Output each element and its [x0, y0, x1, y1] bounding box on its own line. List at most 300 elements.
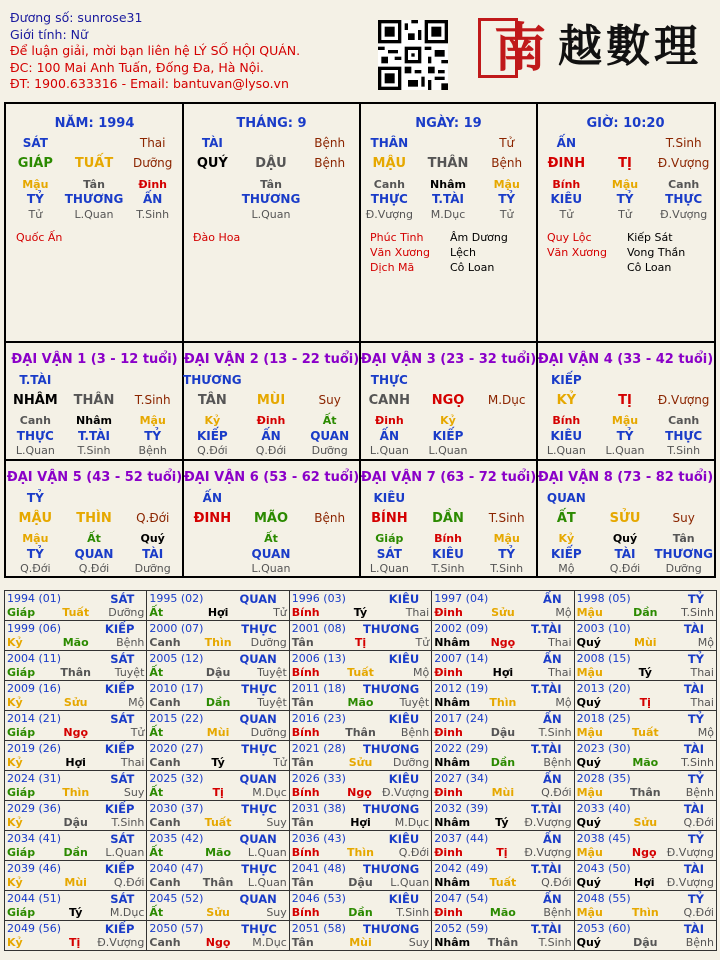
dai-van-hidden-god-row	[183, 429, 359, 443]
year-stem-branch: Tân	[291, 876, 314, 889]
year-cell	[432, 921, 574, 951]
year-detail	[434, 636, 571, 649]
year-cell	[147, 591, 289, 621]
dai-van-stem-branch-cell: MÃO	[253, 511, 289, 526]
year-phase: Bệnh	[685, 786, 714, 799]
year-detail	[149, 606, 286, 619]
dai-van-hidden-cell: Canh	[19, 414, 51, 427]
year-phase: Thai	[690, 666, 714, 679]
year-phase: Dưỡng	[393, 756, 430, 769]
year-god: SÁT	[110, 652, 135, 666]
pillar-hidden-cell: Tân	[260, 178, 282, 191]
dai-van-god-row	[183, 491, 359, 505]
dai-van-stem-branch-row	[537, 511, 713, 526]
year-phase: Tuyệt	[399, 696, 430, 709]
pillar-hidden-god-row	[183, 192, 359, 206]
year-stem-branch: Kỷ	[7, 756, 23, 769]
year-stem-branch: Kỷ	[7, 816, 23, 829]
year-god: KIẾP	[104, 622, 135, 636]
stars-left	[547, 230, 607, 260]
pillar-stem-branch-cell: THÂN	[427, 156, 469, 171]
year-phase: Bệnh	[116, 636, 145, 649]
year-label: 2023 (30)	[576, 742, 631, 755]
pillar-stem-branch-cell: MẬU	[372, 156, 407, 171]
year-detail	[149, 696, 286, 709]
year-phase: Thai	[548, 666, 572, 679]
dai-van-hidden-cell: Kỷ	[440, 414, 456, 427]
year-god: KIÊU	[388, 832, 420, 846]
year-phase: T.Sinh	[681, 756, 714, 769]
year-god: SÁT	[110, 832, 135, 846]
year-detail	[434, 906, 571, 919]
pillar-title: GIỜ: 10:20	[586, 116, 665, 131]
pillar-god-cell: THÂN	[370, 136, 409, 150]
year-stem-branch: Bính	[291, 726, 320, 739]
year-cell	[432, 741, 574, 771]
year-god: TÀI	[683, 742, 704, 756]
year-cell	[147, 891, 289, 921]
pillar-hidden-god-cell	[183, 192, 242, 206]
year-phase: Suy	[408, 936, 430, 949]
pillar-phase-row	[183, 208, 359, 221]
year-stem-branch: Dần	[633, 606, 658, 619]
year-label: 2017 (24)	[434, 712, 489, 725]
year-stem-branch: Nhâm	[434, 756, 471, 769]
year-phase: Q.Đới	[683, 906, 714, 919]
dai-van-phase-cell: L.Quan	[369, 444, 409, 457]
year-label: 1995 (02)	[149, 592, 204, 605]
year-stem-branch: Thân	[487, 936, 519, 949]
star-label: Văn Xương	[547, 246, 607, 259]
logo-text: 越數理	[558, 21, 702, 72]
year-cell	[147, 621, 289, 651]
dai-van-phase-row	[360, 444, 536, 457]
pillar-hidden-cell: Canh	[668, 178, 700, 191]
year-detail	[292, 726, 429, 739]
star-label: Kiếp Sát	[627, 231, 673, 244]
year-stem-branch: Đinh	[434, 846, 463, 859]
dai-van-hidden-cell: Tân	[672, 532, 695, 545]
pillar-stem-branch-cell: QUÝ	[196, 156, 228, 171]
year-stem-branch: Ất	[149, 786, 164, 799]
dai-van-stem-branch-row	[6, 511, 182, 526]
year-stem-branch: Giáp	[7, 846, 36, 859]
year-god: THỰC	[241, 682, 277, 696]
year-stem-branch: Tý	[211, 756, 225, 769]
year-stem-branch: Thìn	[62, 786, 90, 799]
pillar-phase-cell: Tử	[28, 208, 43, 221]
year-label: 2018 (25)	[576, 712, 631, 725]
year-cell	[432, 621, 574, 651]
year-stem-branch: Tuất	[204, 816, 232, 829]
year-cell	[432, 891, 574, 921]
year-stem-branch: Dần	[490, 756, 516, 769]
year-stem-branch: Mậu	[576, 726, 603, 739]
year-stem-branch: Sửu	[206, 906, 230, 919]
year-stem-branch: Ất	[149, 666, 164, 679]
year-stem-branch: Tuất	[489, 876, 517, 889]
year-detail	[292, 696, 429, 709]
year-god: TÀI	[683, 802, 704, 816]
year-god: ẤN	[543, 592, 562, 606]
pillar-hidden-god-row	[360, 192, 536, 206]
contact-line-3: ĐT: 1900.633316 - Email: bantuvan@lyso.vn	[10, 76, 289, 92]
pillar-hidden-god-cell: TỶ	[498, 192, 516, 206]
qr-code-icon[interactable]	[378, 20, 448, 90]
year-label: 2025 (32)	[149, 772, 204, 785]
dai-van-title: ĐẠI VẬN 3 (23 - 32 tuổi)	[360, 352, 537, 367]
year-stem-branch: Thân	[629, 786, 661, 799]
dai-van-stem-branch-cell: MẬU	[18, 511, 53, 526]
dai-van-phase-cell: Bệnh	[138, 444, 167, 457]
dai-van-god: THỰC	[370, 373, 408, 387]
pillar-hidden-row	[537, 178, 713, 191]
year-label: 2052 (59)	[434, 922, 489, 935]
dai-van-stem-branch-cell: Q.Đới	[136, 511, 170, 525]
year-cell	[290, 831, 432, 861]
year-stem-branch: Thìn	[347, 846, 374, 859]
pillar-hidden-god-cell: THƯƠNG	[241, 192, 301, 206]
year-god: KIẾP	[104, 742, 135, 756]
year-detail	[7, 846, 144, 859]
year-stem-branch: Mùi	[634, 636, 657, 649]
year-phase: Mộ	[555, 696, 572, 709]
dai-van-phase-cell: Q.Đới	[20, 562, 51, 575]
year-phase: T.Sinh	[538, 726, 572, 739]
pillar-phase-cell	[300, 208, 359, 221]
dai-van-phase-cell: Q.Đới	[255, 444, 287, 457]
stars-left	[370, 230, 430, 275]
year-phase: T.Sinh	[538, 936, 572, 949]
year-god: ẤN	[543, 892, 562, 906]
dai-van-phase-row	[360, 562, 536, 575]
year-cell	[432, 651, 574, 681]
year-phase: Suy	[266, 816, 287, 829]
year-detail	[292, 906, 429, 919]
dai-van-phase-cell: Dưỡng	[134, 562, 171, 575]
dai-van-god-row	[6, 373, 182, 387]
pillar-stem-branch-cell: ĐINH	[547, 156, 586, 171]
year-stem-branch: Dậu	[633, 936, 658, 949]
year-phase: Dưỡng	[108, 606, 145, 619]
year-label: 2045 (52)	[149, 892, 204, 905]
pillar-hidden-god-cell: TỶ	[616, 192, 634, 206]
year-stem-branch: Tuất	[62, 606, 90, 619]
dai-van-phase-cell: L.Quan	[428, 444, 468, 457]
year-stem-branch: Hợi	[350, 816, 371, 829]
year-detail	[7, 666, 144, 679]
year-detail	[7, 726, 144, 739]
year-phase: L.Quan	[390, 876, 430, 889]
year-stem-branch: Tân	[291, 696, 314, 709]
year-stem-branch: Tý	[69, 906, 83, 919]
year-detail	[149, 936, 286, 949]
year-detail	[149, 726, 286, 739]
year-phase: Mộ	[412, 666, 430, 679]
year-god: THỰC	[241, 862, 277, 876]
year-stem-branch: Ất	[149, 606, 164, 619]
dai-van-god-row	[360, 373, 536, 387]
year-phase: Q.Đới	[113, 876, 145, 889]
year-stem-branch: Canh	[149, 636, 181, 649]
dai-van-hidden-row	[360, 532, 536, 545]
year-stem-branch: Canh	[149, 696, 181, 709]
year-stem-branch: Mậu	[576, 606, 603, 619]
year-stem-branch: Tuất	[631, 726, 659, 739]
pillar-hidden-cell: Tân	[83, 178, 105, 191]
dai-van-god-row	[183, 373, 359, 387]
dai-van-phase-cell: T.Sinh	[667, 444, 701, 457]
dai-van-phase-row	[6, 444, 182, 457]
pillar-hidden-god-cell	[300, 192, 359, 206]
year-stem-branch: Thân	[60, 666, 91, 679]
year-label: 2015 (22)	[149, 712, 204, 725]
pillar-god-cell: T.Sinh	[665, 136, 702, 150]
year-detail	[434, 876, 571, 889]
year-cell	[432, 861, 574, 891]
year-label: 2031 (38)	[291, 802, 346, 815]
year-stem-branch: Quý	[576, 636, 601, 649]
year-god: THƯƠNG	[363, 862, 420, 876]
year-god: KIẾP	[104, 682, 135, 696]
star-label: Âm Dương Lệch	[450, 231, 508, 259]
year-god: TỶ	[687, 712, 704, 726]
year-detail	[292, 936, 429, 949]
year-cell	[575, 771, 717, 801]
year-stem-branch: Tý	[353, 606, 368, 619]
stars-right	[450, 230, 537, 275]
year-detail	[434, 606, 571, 619]
dai-van-hidden-god-cell: QUAN	[74, 547, 114, 561]
year-stem-branch: Bính	[291, 786, 320, 799]
year-god: QUAN	[239, 712, 277, 726]
dai-van-god-row	[6, 491, 182, 505]
pillar-hidden-god-cell: ẤN	[143, 192, 163, 206]
pillar-hidden-cell	[300, 178, 359, 191]
pillar-hidden-god-row	[6, 192, 182, 206]
year-stem-branch: Tị	[69, 936, 81, 949]
year-stem-branch: Sửu	[348, 756, 373, 769]
year-stem-branch: Mão	[62, 636, 89, 649]
year-cell	[147, 831, 289, 861]
year-stem-branch: Giáp	[7, 606, 36, 619]
year-label: 2006 (13)	[291, 652, 346, 665]
year-cell	[147, 861, 289, 891]
dai-van-hidden-cell: Mậu	[611, 414, 639, 427]
year-label: 2016 (23)	[291, 712, 346, 725]
year-stem-branch: Tị	[496, 846, 508, 859]
dai-van-hidden-god-cell: KIÊU	[432, 547, 464, 561]
year-label: 2046 (53)	[291, 892, 346, 905]
dai-van-hidden-god-cell: KIẾP	[550, 547, 582, 561]
year-detail	[149, 816, 286, 829]
year-table	[4, 590, 717, 951]
year-label: 2002 (09)	[434, 622, 489, 635]
year-label: 2040 (47)	[149, 862, 204, 875]
pillar-god-row	[6, 136, 182, 150]
dai-van-hidden-god-cell: KIẾP	[432, 429, 464, 443]
year-detail	[577, 846, 714, 859]
year-cell	[290, 891, 432, 921]
year-cell	[5, 921, 147, 951]
year-phase: Bệnh	[543, 906, 572, 919]
dai-van-phase-cell: L.Quan	[15, 444, 55, 457]
year-god: KIẾP	[104, 922, 135, 936]
year-stem-branch: Đinh	[434, 666, 463, 679]
year-phase: Tử	[130, 726, 145, 739]
pillar-hidden-god-row	[537, 192, 713, 206]
pillar-title: NĂM: 1994	[54, 116, 135, 131]
dai-van-hidden-cell: Ất	[264, 532, 278, 545]
year-label: 2012 (19)	[434, 682, 489, 695]
year-stem-branch: Bính	[291, 906, 320, 919]
year-stem-branch: Canh	[149, 756, 181, 769]
year-god: TỶ	[687, 892, 704, 906]
dai-van-hidden-cell: Đinh	[256, 414, 286, 427]
dai-van-hidden-god-cell: TỶ	[616, 429, 634, 443]
dai-van-hidden-cell: Mậu	[493, 532, 520, 545]
year-detail	[434, 696, 571, 709]
dai-van-hidden-cell: Giáp	[375, 532, 404, 545]
star-label: Quốc Ấn	[16, 231, 63, 244]
dai-van-hidden-god-cell: TÀI	[142, 547, 164, 561]
dai-van-phase-cell	[300, 562, 359, 575]
year-stem-branch: Thìn	[631, 906, 659, 919]
dai-van-title: ĐẠI VẬN 7 (63 - 72 tuổi)	[360, 470, 537, 485]
dai-van-hidden-cell	[300, 532, 359, 545]
year-cell	[432, 711, 574, 741]
dai-van-phase-row	[183, 444, 359, 457]
year-cell	[290, 621, 432, 651]
pillar-phase-cell: Tử	[559, 208, 574, 221]
dai-van-title: ĐẠI VẬN 1 (3 - 12 tuổi)	[11, 352, 178, 367]
year-stem-branch: Ngọ	[490, 636, 516, 649]
year-cell	[147, 741, 289, 771]
pillar-stem-branch-row	[183, 156, 359, 171]
year-cell	[575, 801, 717, 831]
dai-van-stem-branch-cell: CANH	[368, 393, 411, 408]
year-label: 2051 (58)	[291, 922, 346, 935]
dai-van-hidden-cell	[183, 532, 242, 545]
year-stem-branch: Hợi	[65, 756, 86, 769]
pillar-stem-branch-cell: DẬU	[255, 156, 287, 171]
dai-van-phase-cell: L.Quan	[605, 444, 645, 457]
dai-van-box	[6, 460, 183, 578]
pillar-phase-cell: L.Quan	[251, 208, 291, 221]
year-cell	[147, 681, 289, 711]
year-stem-branch: Mùi	[64, 876, 87, 889]
year-stem-branch: Dậu	[490, 726, 516, 739]
pillar-hidden-cell: Mậu	[22, 178, 49, 191]
year-label: 2041 (48)	[291, 862, 346, 875]
star-label: Vong Thần	[627, 246, 686, 259]
year-phase: Q.Đới	[683, 816, 714, 829]
dai-van-phase-cell	[183, 562, 242, 575]
year-detail	[7, 636, 144, 649]
year-stem-branch: Hợi	[492, 666, 514, 679]
year-stem-branch: Mão	[347, 696, 374, 709]
year-stem-branch: Nhâm	[434, 636, 471, 649]
year-detail	[149, 636, 286, 649]
year-cell	[575, 921, 717, 951]
dai-van-hidden-god-cell: KIÊU	[550, 429, 583, 443]
year-label: 2047 (54)	[434, 892, 489, 905]
year-god: SÁT	[110, 592, 135, 606]
year-cell	[575, 891, 717, 921]
dai-van-stem-branch-row	[6, 393, 182, 408]
year-label: 1998 (05)	[576, 592, 631, 605]
year-phase: L.Quan	[247, 846, 287, 859]
year-detail	[7, 696, 144, 709]
pillar-phase-row	[6, 208, 182, 221]
dai-van-stem-branch-cell: NGỌ	[431, 393, 465, 408]
year-phase: Đ.Vượng	[524, 846, 572, 859]
year-cell	[5, 621, 147, 651]
dai-van-stem-branch-cell: THÌN	[76, 511, 112, 526]
dai-van-phase-row	[537, 444, 713, 457]
year-stem-branch: Tân	[291, 816, 314, 829]
year-stem-branch: Nhâm	[434, 816, 471, 829]
year-phase: Mộ	[128, 696, 145, 709]
year-detail	[292, 876, 429, 889]
year-detail	[7, 756, 144, 769]
dai-van-hidden-god-cell: TỶ	[144, 429, 162, 443]
dai-van-phase-cell: Q.Đới	[609, 562, 641, 575]
dai-van-phase-cell: Q.Đới	[197, 444, 228, 457]
dai-van-phase-cell: Mộ	[558, 562, 575, 575]
year-cell	[147, 711, 289, 741]
year-detail	[149, 756, 286, 769]
year-detail	[434, 666, 571, 679]
year-phase: Mộ	[697, 636, 714, 649]
year-stem-branch: Nhâm	[434, 936, 471, 949]
year-label: 2010 (17)	[149, 682, 204, 695]
dai-van-hidden-god-cell: T.TÀI	[78, 429, 110, 443]
year-cell	[147, 771, 289, 801]
year-cell	[290, 681, 432, 711]
dai-van-phase-cell: L.Quan	[369, 562, 409, 575]
logo-big-char: 南	[494, 18, 547, 79]
year-cell	[575, 621, 717, 651]
dai-van-god-row	[537, 491, 713, 505]
dai-van-hidden-row	[6, 532, 182, 545]
dai-van-hidden-cell: Ất	[322, 414, 337, 427]
year-god: T.TÀI	[530, 862, 562, 876]
year-detail	[577, 876, 714, 889]
dai-van-god: QUAN	[546, 491, 586, 505]
dai-van-hidden-cell: Bính	[434, 532, 462, 545]
year-god: TỶ	[687, 652, 704, 666]
year-god: THỰC	[241, 742, 277, 756]
pillar-hidden-god-cell: THỰC	[665, 192, 703, 206]
year-cell	[147, 921, 289, 951]
year-detail	[7, 786, 144, 799]
dai-van-hidden-row	[183, 414, 359, 427]
year-stem-branch: Tân	[291, 636, 314, 649]
dai-van-stem-branch-cell: THÂN	[73, 393, 115, 408]
year-stem-branch: Đinh	[434, 726, 463, 739]
year-god: TỶ	[687, 772, 704, 786]
pillar-god-cell	[242, 136, 301, 150]
year-god: ẤN	[543, 832, 562, 846]
dai-van-stem-branch-cell: MÙI	[256, 393, 286, 408]
year-label: 2001 (08)	[291, 622, 346, 635]
year-cell	[575, 711, 717, 741]
year-phase: Thai	[548, 636, 572, 649]
stars-left	[16, 230, 62, 245]
dai-van-stem-branch-cell: T.Sinh	[488, 511, 525, 525]
dai-van-title: ĐẠI VẬN 8 (73 - 82 tuổi)	[537, 470, 714, 485]
